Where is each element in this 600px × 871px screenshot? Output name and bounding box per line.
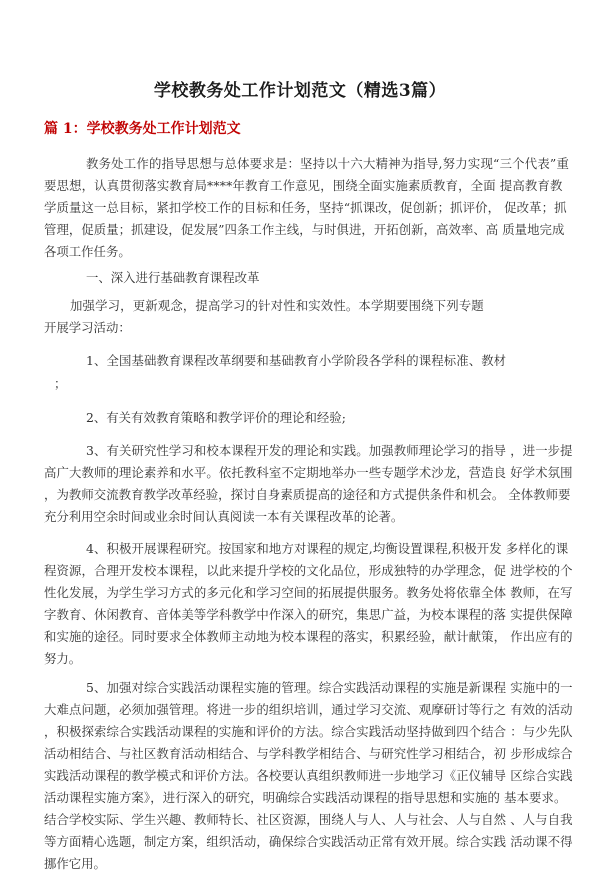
body-line: 程资源，合理开发校本课程，以此来提升学校的文化品位，形成独特的办学理念，促 进学校的个 xyxy=(44,563,573,578)
body-line: 努力。 xyxy=(44,651,82,666)
body-line: 结合学校实际、学生兴趣、教师特长、社区资源，围绕人与人、人与社会、人与自然 、人与自我 xyxy=(44,812,573,827)
body-line: 3、有关研究性学习和校本课程开发的理论和实践。加强教师理论学习的指导 ，进一步提 xyxy=(86,443,573,458)
body-line: ，积极探索综合实践活动课程的实施和评价的方法。综合实践活动坚持做到四个结合 ：与少先队 xyxy=(44,724,573,739)
body-line: 5、加强对综合实践活动课程实施的管理。综合实践活动课程的实施是新课程 实施中的一 xyxy=(86,680,573,695)
body-line: 一、深入进行基础教育课程改革 xyxy=(86,270,260,285)
body-line: ，为教师交流教育教学改革经验，探讨自身素质提高的途径和方式提供条件和机会。 全体教师要 xyxy=(44,487,571,502)
body-line: 加强学习，更新观念，提高学习的针对性和实效性。本学期要围绕下列专题 xyxy=(70,298,484,313)
section-heading: 篇 1：学校教务处工作计划范文 xyxy=(44,121,241,137)
body-line: 性化发展，为学生学习方式的多元化和学习空间的拓展提供服务。教务处将依靠全体 教师，在写 xyxy=(44,585,573,600)
body-line: 高广大教师的理论素养和水平。依托教科室不定期地举办一些专题学术沙龙，营造良 好学术氛围 xyxy=(44,465,573,480)
body-line: ； xyxy=(54,376,67,391)
body-line: 开展学习活动： xyxy=(44,320,131,335)
body-line: 实践活动课程的教学模式和评价方法。各校要认真组织教师进一步地学习《正仪辅导 区综合实践 xyxy=(44,768,573,783)
body-line: 字教育、休闲教育、音体美等学科教学中作深入的研究，集思广益，为校本课程的落 实提供保障 xyxy=(44,607,573,622)
body-line: 活动相结合、与社区教育活动相结合、与学科教学相结合、与研究性学习相结合，初 步形成综合 xyxy=(44,746,573,761)
body-line: 大难点问题，必须加强管理。将进一步的组织培训，通过学习交流、观摩研讨等行之 有效的活动 xyxy=(44,702,573,717)
body-line: 管理，促质量；抓建设，促发展”四条工作主线，与时俱进，开拓创新，高效率、高 质量地完成 xyxy=(44,222,565,237)
body-line: 要思想，认真贯彻落实教育局****年教育工作意见，围绕全面实施素质教育，全面 提高教育教 xyxy=(44,178,563,193)
body-line: 4、积极开展课程研究。按国家和地方对课程的规定,均衡设置课程,积极开发 多样化的课 xyxy=(86,541,569,556)
body-line: 学质量这一总目标，紧扣学校工作的目标和任务，坚持“抓课改，促创新；抓评价， 促改革；抓 xyxy=(44,200,567,215)
body-line: 活动课程实施方案》，进行深入的研究，明确综合实践活动课程的指导思想和实施的 基本要求。 xyxy=(44,790,567,805)
body-line: 和实施的途径。同时要求全体教师主动地为校本课程的落实，积累经验，献计献策， 作出应有的 xyxy=(44,629,573,644)
body-line: 2、有关有效教育策略和教学评价的理论和经验; xyxy=(86,410,346,425)
body-line: 各项工作任务。 xyxy=(44,244,131,259)
body-line: 挪作它用。 xyxy=(44,856,106,871)
body-line: 充分利用空余时间或业余时间认真阅读一本有关课程改革的论著。 xyxy=(44,509,404,524)
body-line: 教务处工作的指导思想与总体要求是：坚持以十六大精神为指导,努力实现“三个代表”重 xyxy=(86,156,570,171)
body-line: 1、全国基础教育课程改革纲要和基础教育小学阶段各学科的课程标准、教材 xyxy=(86,353,507,368)
body-line: 等方面精心选题，制定方案，组织活动，确保综合实践活动正常有效开展。综合实践 活动课不得 xyxy=(44,834,573,849)
document-title: 学校教务处工作计划范文（精选3篇） xyxy=(153,81,447,101)
